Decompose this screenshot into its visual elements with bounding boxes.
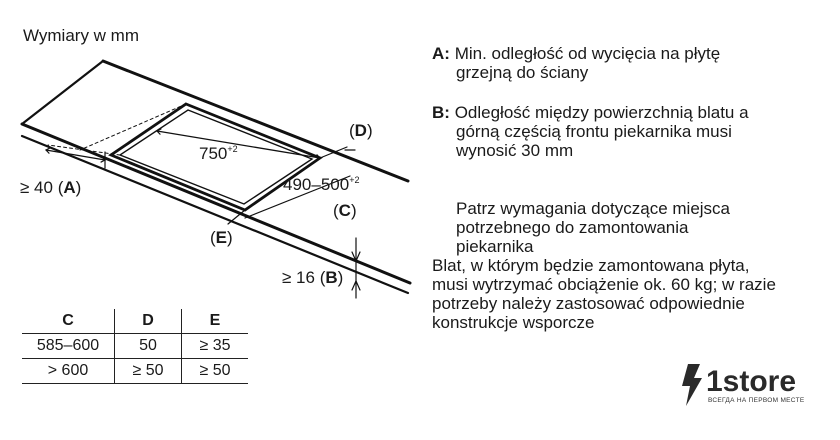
table-cell: 50 [115, 334, 182, 359]
note-a-line2: grzejną do ściany [456, 63, 589, 82]
table-row [22, 334, 248, 359]
logo-brand: 1store [706, 365, 797, 398]
note-a-line1: Min. odległość od wycięcia na płytę [454, 44, 721, 63]
table-cell: 585–600 [22, 334, 115, 359]
table-cell: ≥ 50 [182, 359, 249, 384]
note-a-letter: A: [432, 44, 450, 63]
dimensions-table [22, 309, 248, 384]
note-worktop-line3: potrzeby należy zastosować odpowiednie [432, 294, 745, 313]
note-c-line3: piekarnika [456, 237, 534, 256]
label-b: ≥ 16 (B) [282, 268, 344, 287]
label-a: ≥ 40 (A) [20, 178, 82, 197]
note-worktop-line1: Blat, w którym będzie zamontowana płyta, [432, 256, 750, 275]
note-b-letter: B: [432, 103, 450, 122]
note-a [432, 44, 720, 82]
store-logo [678, 362, 828, 408]
note-b-line1: Odległość między powierzchnią blatu a [454, 103, 749, 122]
label-e: (E) [210, 228, 233, 247]
lightning-icon [682, 364, 702, 406]
label-c: (C) [333, 201, 357, 220]
note-c [456, 199, 730, 256]
dim-width-label: $750^{+2}$ [199, 144, 238, 163]
installation-diagram [0, 0, 430, 310]
note-c-line1: Patrz wymagania dotyczące miejsca [456, 199, 731, 218]
label-d: (D) [349, 121, 373, 140]
dim-depth-label: $490-500^{+2}$ [283, 175, 360, 194]
note-worktop-line4: konstrukcje wsporcze [432, 313, 595, 332]
note-b-line2: górną częścią frontu piekarnika musi [456, 122, 732, 141]
note-b-line3: wynosić 30 mm [456, 141, 574, 160]
table-header-row [22, 309, 248, 334]
table-cell: ≥ 35 [182, 334, 249, 359]
table-row [22, 359, 248, 384]
table-cell: > 600 [22, 359, 115, 384]
heading: Wymiary w mm [23, 26, 139, 45]
note-c-line2: potrzebnego do zamontowania [456, 218, 689, 237]
table-cell: ≥ 50 [115, 359, 182, 384]
note-worktop-line2: musi wytrzymać obciążenie ok. 60 kg; w razie [432, 275, 776, 294]
note-b [432, 103, 749, 160]
note-worktop [432, 256, 776, 332]
table-header-e: E [182, 309, 249, 334]
table-header-d: D [115, 309, 182, 334]
logo-tagline: ВСЕГДА НА ПЕРВОМ МЕСТЕ [708, 397, 805, 404]
table-header-c: C [22, 309, 115, 334]
